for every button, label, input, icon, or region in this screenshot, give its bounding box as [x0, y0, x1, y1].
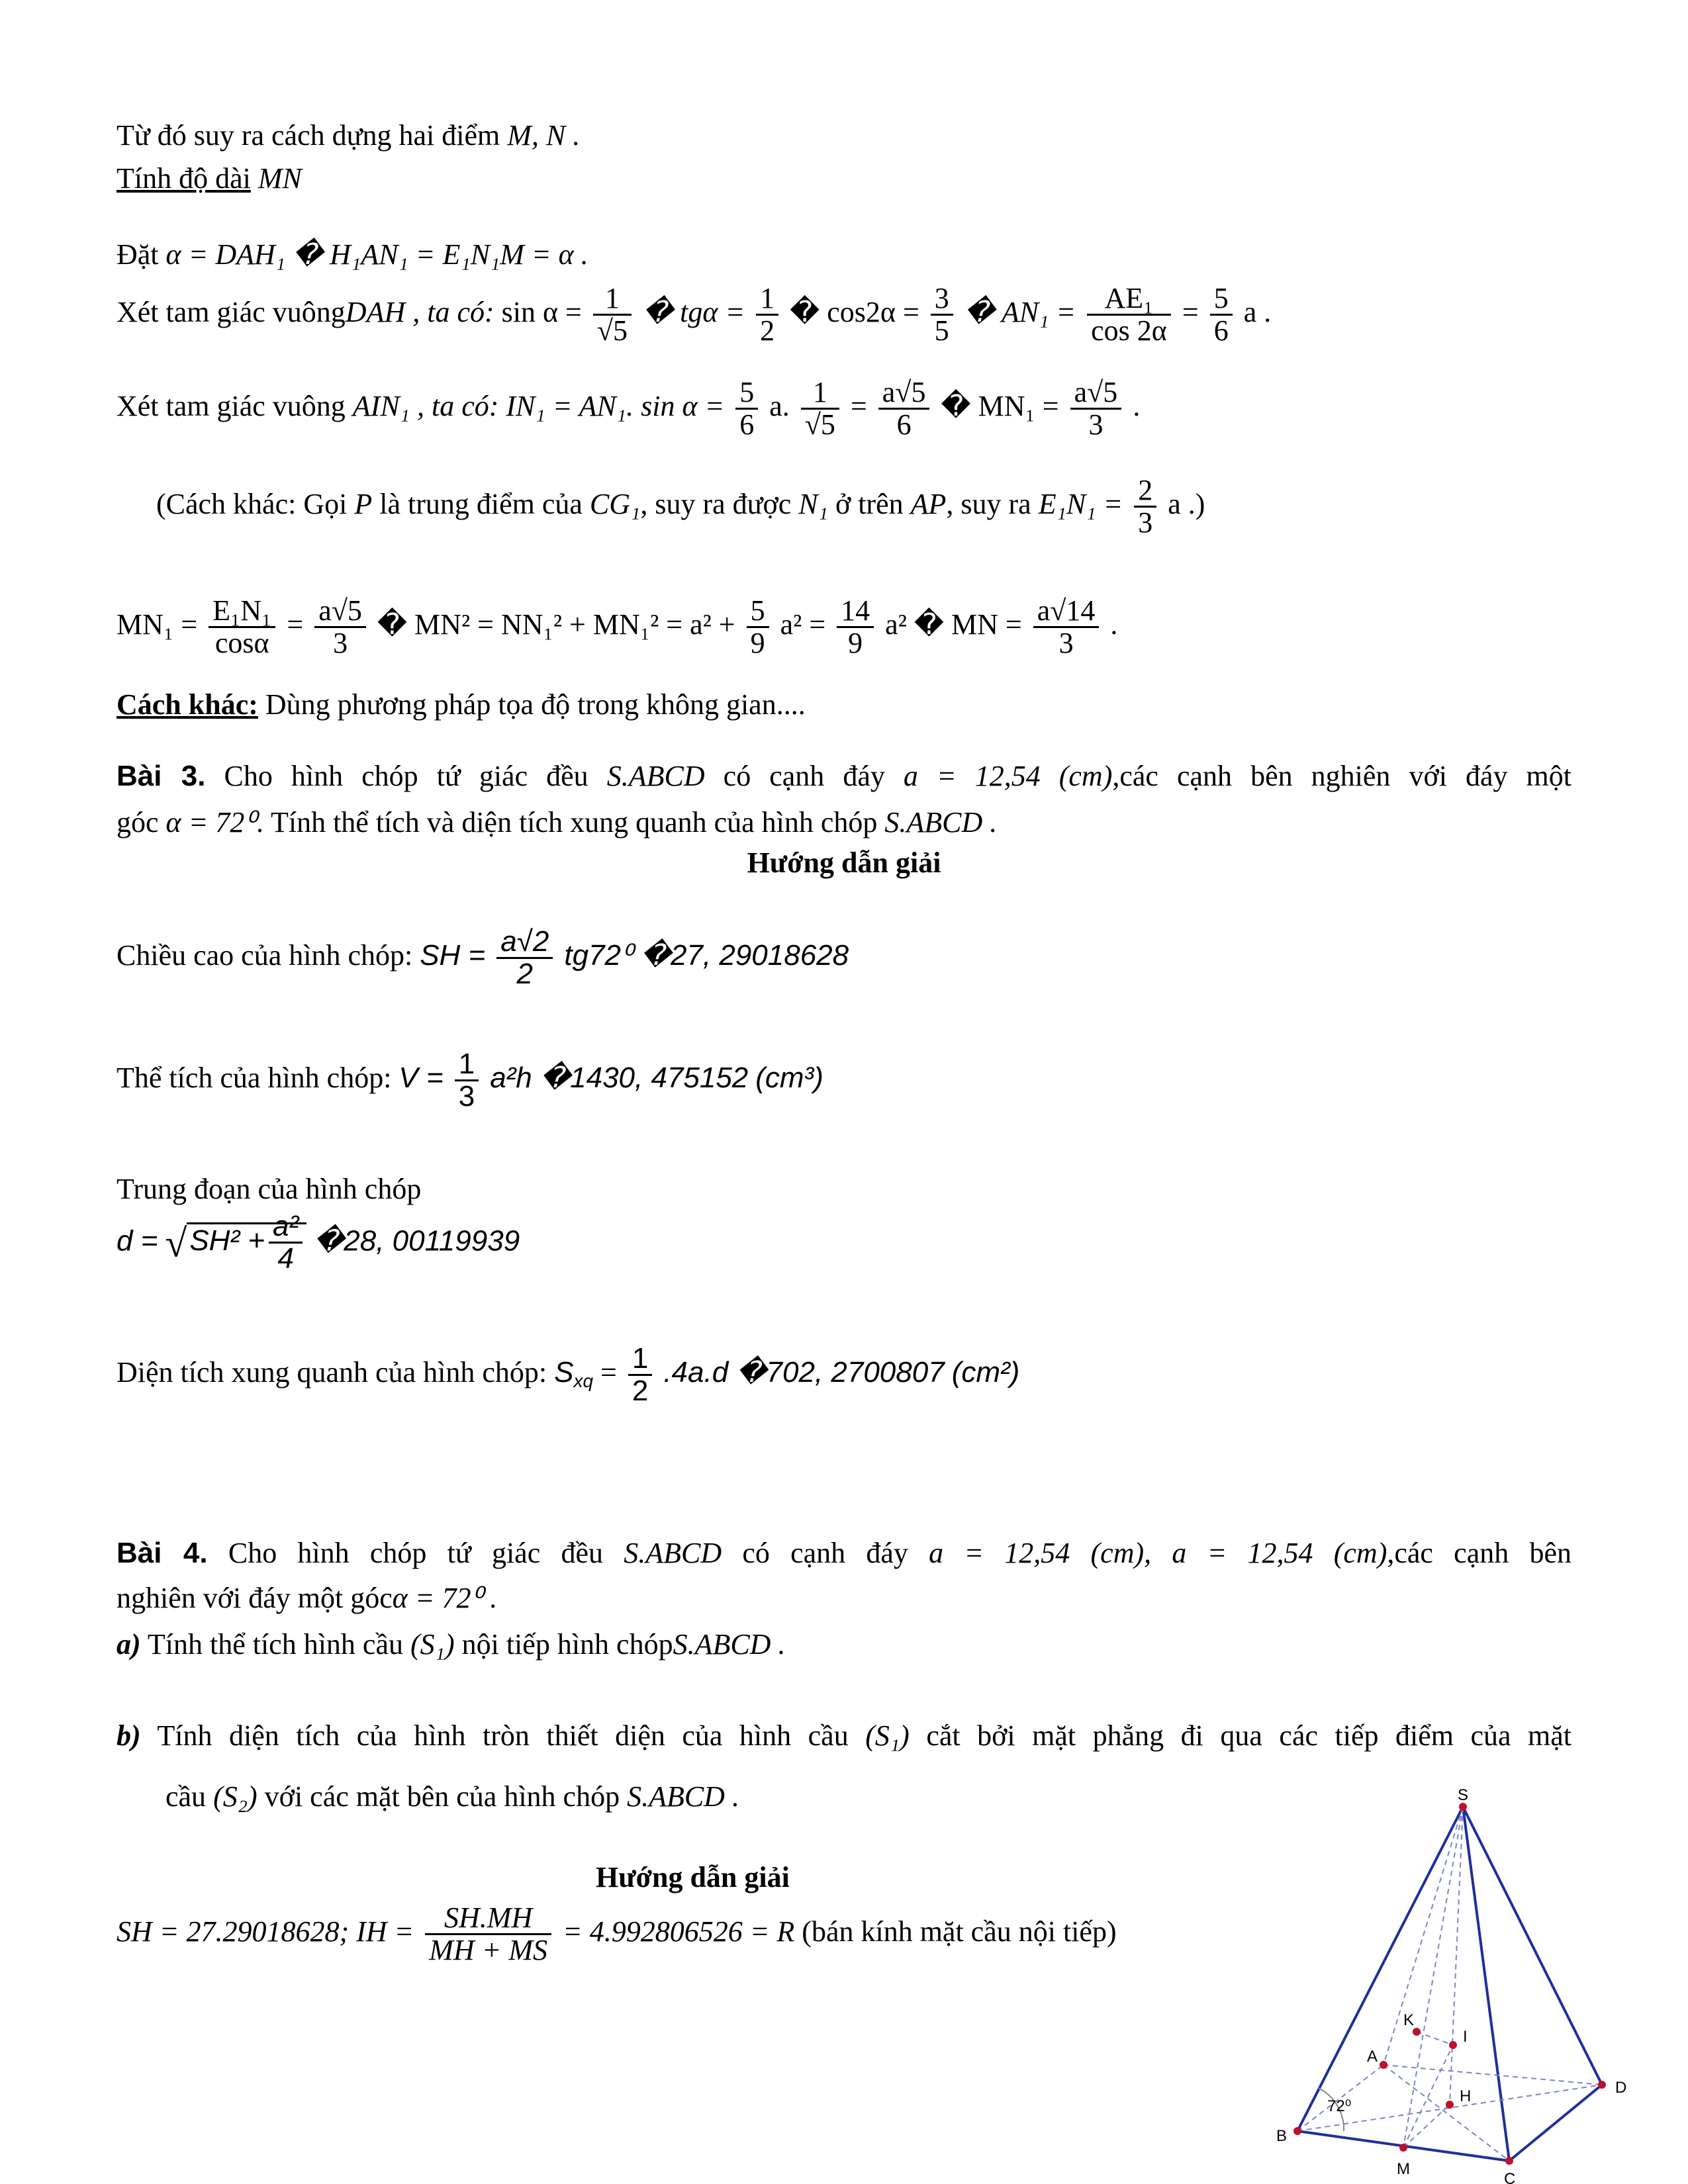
fraction [1134, 475, 1156, 538]
den: MH + MS [429, 1934, 548, 1967]
math: S.ABCD . [627, 1780, 739, 1813]
text: Xét tam giác vuông [117, 389, 346, 422]
den: 9 [848, 627, 863, 660]
den: 2 [516, 958, 534, 991]
num: a√5 [1070, 377, 1122, 410]
formula-line [117, 927, 849, 989]
math: MN₁ = [117, 608, 198, 641]
text: Từ đó suy ra cách dựng hai điểm [117, 119, 500, 152]
num: 14 [837, 596, 874, 628]
text: ở trên [835, 487, 904, 520]
text: Đặt [117, 238, 159, 271]
math: V = [399, 1061, 444, 1094]
math: P [354, 487, 373, 520]
question-b [117, 1719, 1571, 1753]
problem-title: Bài 4. [117, 1537, 208, 1569]
num: 5 [735, 377, 758, 410]
math: α = 72⁰ . [392, 1582, 498, 1614]
math: � AN₁ = [964, 295, 1076, 328]
label-C: C [1504, 2170, 1516, 2184]
den: 6 [1213, 314, 1229, 347]
den: 6 [739, 408, 755, 441]
point-D [1598, 2081, 1606, 2089]
fraction [209, 596, 275, 659]
den: cos 2α [1091, 314, 1167, 347]
den: 3 [1088, 408, 1103, 441]
den: 5 [934, 314, 949, 347]
text: Dùng phương pháp tọa độ trong không gian.... [265, 688, 806, 721]
apothem-SM [1403, 1807, 1463, 2148]
math: tg72⁰ �27, 29018628 [564, 938, 849, 972]
label-D: D [1615, 2079, 1627, 2097]
num: 1 [628, 1343, 652, 1376]
math: E₁N₁ = [1038, 487, 1123, 520]
math: CG₁ [589, 487, 641, 520]
math: S [554, 1355, 574, 1388]
math: (cm³) [755, 1061, 823, 1094]
problem-4-statement [117, 1537, 1571, 1570]
formula-line: MN₁ = $\frac{\text{E₁N₁}}{\cos\alpha}$ = $\frac{a√5}{3}$ � MN² = NN₁² + MN₁² = a² + $\frac{5}{9}$ a² = $\frac{14}{9}$ a² � MN = $\frac{a√14}{3}$ . [117, 594, 1118, 660]
edge-SB [1297, 1807, 1463, 2131]
math: SH² + [189, 1224, 265, 1257]
label: b) [117, 1719, 141, 1752]
num: a√2 [496, 927, 553, 959]
math: S.ABCD . [673, 1628, 786, 1661]
text-line [117, 688, 806, 722]
text: cắt bởi mặt phẳng đi qua các tiếp điểm của mặt [926, 1719, 1572, 1752]
fraction [931, 283, 953, 346]
math: AP [910, 487, 947, 520]
text: Thể tích của hình chóp: [117, 1061, 392, 1094]
fraction [1033, 596, 1100, 659]
point-I [1449, 2041, 1457, 2049]
den: √5 [804, 408, 835, 441]
fraction [628, 1343, 652, 1406]
math: = 4.992806526 = R [563, 1915, 795, 1948]
label-M: M [1397, 2160, 1410, 2178]
text: là trung điểm của [379, 487, 583, 520]
math: � MN₁ = [941, 389, 1059, 422]
point-B [1293, 2127, 1301, 2135]
text: . Tính thể tích và diện tích xung quanh của hình chóp [256, 806, 878, 839]
num: a² [269, 1211, 303, 1244]
math: α = 72⁰ [165, 806, 256, 839]
text: cầu [165, 1780, 207, 1813]
den: 2 [760, 314, 775, 347]
text-line [165, 1780, 739, 1814]
edge-CD [1509, 2085, 1602, 2161]
edge-SA [1383, 1807, 1463, 2065]
fraction [496, 927, 553, 989]
text: góc [117, 806, 159, 839]
label-S: S [1458, 1787, 1469, 1804]
math: MN [258, 162, 302, 195]
point-H [1446, 2101, 1454, 2109]
math: a = 12,54 (cm) [1172, 1537, 1387, 1569]
math: a .) [1168, 487, 1205, 520]
section-heading: Hướng dẫn giải [747, 846, 941, 879]
num: E₁N₁ [209, 596, 275, 628]
fraction [837, 596, 874, 659]
edge-SD [1463, 1807, 1602, 2085]
text: với các mặt bên của hình chóp [264, 1780, 620, 1813]
formula-line: Xét tam giác vuông AIN₁ , ta có: IN₁ = AN₁. sin α = $\frac{5}{6}$ a. $\frac{1}{√5}$ = $\frac{a√5}{6}$ � MN₁ = $\frac{a√5}{3}$ . [117, 376, 1141, 441]
fraction [747, 596, 769, 659]
den: 6 [896, 408, 912, 441]
math: � tgα = [643, 295, 745, 328]
formula-line [156, 475, 1205, 538]
text-line [117, 162, 302, 196]
fraction [801, 377, 839, 440]
point-C [1505, 2157, 1513, 2165]
pyramid-figure [1271, 1787, 1642, 2184]
fraction [455, 1049, 479, 1112]
subheading: Tính độ dài [117, 162, 251, 195]
math: (S₂) [213, 1780, 258, 1813]
math: � MN² = NN₁² + MN₁² = a² + [377, 608, 735, 641]
fraction [425, 1903, 551, 1966]
text: Cho hình chóp tứ giác đều [224, 760, 588, 792]
math: S.ABCD [606, 760, 705, 792]
math: a²h �1430, 475152 [490, 1061, 749, 1094]
point-A [1380, 2061, 1387, 2069]
den: 3 [1138, 506, 1153, 539]
text: ,các cạnh bên [1387, 1537, 1571, 1569]
num: 2 [1134, 475, 1156, 508]
math: S.ABCD . [884, 806, 998, 839]
formula-line: d = √SH² + $\frac{\text{a²}}{4}$ �28, 00119939 [117, 1210, 520, 1275]
fraction [756, 283, 778, 346]
label-angle: 72⁰ [1327, 2097, 1352, 2115]
math: a² = [780, 608, 826, 641]
den: cosα [214, 627, 269, 660]
label-B: B [1276, 2127, 1288, 2145]
label-I: I [1463, 2028, 1468, 2046]
math: = [600, 1355, 617, 1388]
num: 5 [747, 596, 769, 628]
fraction [1070, 377, 1122, 440]
den: 3 [458, 1080, 475, 1113]
math: � cos2α = [790, 295, 919, 328]
math: S.ABCD [624, 1537, 722, 1569]
text: có cạnh đáy [742, 1537, 908, 1569]
edge-SC [1463, 1807, 1509, 2161]
math: N₁ [798, 487, 828, 520]
math: AIN₁ , ta có: [352, 389, 499, 422]
text-line [117, 806, 997, 840]
math: (S₁) [410, 1628, 455, 1661]
math [554, 1355, 594, 1391]
math: IN₁ = AN₁. sin α = [506, 389, 725, 422]
text: nghiên với đáy một góc [117, 1582, 393, 1614]
math: �28, 00119939 [314, 1224, 520, 1257]
label-H: H [1460, 2087, 1472, 2105]
fraction [878, 377, 930, 440]
question-a [117, 1628, 785, 1662]
height-SH [1450, 1807, 1463, 2105]
den: √5 [596, 314, 628, 347]
math: SH = [420, 938, 486, 972]
den: 2 [632, 1375, 649, 1408]
text: nội tiếp hình chóp [461, 1628, 673, 1661]
point-M [1399, 2144, 1407, 2152]
section-heading: Hướng dẫn giải [596, 1861, 790, 1893]
text: (bán kính mặt cầu nội tiếp) [802, 1915, 1117, 1948]
label-A: A [1367, 2048, 1378, 2066]
math: a = 12,54 (cm) [903, 760, 1113, 792]
math: M, N . [507, 119, 581, 152]
math: DAH , ta có: [345, 295, 494, 328]
num: a√14 [1033, 596, 1100, 628]
subscript: xq [573, 1370, 594, 1391]
num: 1 [801, 377, 839, 410]
problem-3-statement [117, 760, 1571, 794]
seg-MI [1403, 2045, 1453, 2148]
math: a² � MN = [885, 608, 1022, 641]
den: 9 [750, 627, 765, 660]
formula-line: Xét tam giác vuôngDAH , ta có: sin α = $\frac{1}{√5}$ � tgα = $\frac{1}{2}$ � cos2α = $\frac{3}{5}$ � AN₁ = $\frac{\text{AE₁}}{\cos 2\alpha}$ = $\frac{5}{6}$ a . [117, 282, 1272, 347]
label: Cách khác: [117, 688, 258, 721]
fraction [593, 283, 632, 346]
num: 1 [593, 283, 632, 316]
math: (cm²) [951, 1355, 1020, 1388]
math: sin α = [501, 295, 582, 328]
math: d = [117, 1224, 158, 1257]
text: (Cách khác: Gọi [156, 487, 348, 520]
num: 1 [756, 283, 778, 316]
den: 3 [1058, 627, 1074, 660]
text-line [117, 1173, 421, 1206]
math: (S₁) [865, 1719, 910, 1752]
text: ,các cạnh bên nghiên với đáy một [1112, 760, 1572, 792]
text: Chiều cao của hình chóp: [117, 938, 413, 972]
num: a√5 [878, 377, 930, 410]
text: Trung đoạn của hình chóp [117, 1173, 422, 1205]
formula-line [117, 1343, 1019, 1406]
math: a. [769, 389, 790, 422]
radical [187, 1210, 306, 1275]
den: 4 [277, 1242, 294, 1275]
fraction [269, 1211, 303, 1274]
fraction [1087, 283, 1171, 346]
text-line [117, 1582, 497, 1615]
math: a = 12,54 (cm), [929, 1537, 1152, 1569]
text: Cho hình chóp tứ giác đều [228, 1537, 603, 1569]
text-line [117, 238, 588, 272]
text: Tính thể tích hình cầu [147, 1628, 403, 1661]
fraction [735, 377, 758, 440]
math: α = DAH₁ � H₁AN₁ = E₁N₁M = α . [165, 238, 588, 271]
text: , suy ra được [640, 487, 792, 520]
num: a√5 [314, 596, 366, 628]
math: SH = 27.29018628; IH = [117, 1915, 414, 1948]
text: Xét tam giác vuông [117, 295, 346, 328]
num: 5 [1210, 283, 1233, 316]
text: có cạnh đáy [723, 760, 885, 792]
den: 3 [333, 627, 348, 660]
formula-line [117, 1903, 1117, 1966]
formula-line [117, 1049, 823, 1112]
num: 1 [455, 1049, 479, 1081]
label: a) [117, 1628, 141, 1661]
fraction [314, 596, 366, 659]
label-K: K [1403, 2011, 1415, 2029]
fraction [1210, 283, 1233, 346]
num: 3 [931, 283, 953, 316]
num: AE₁ [1087, 283, 1171, 316]
num: SH.MH [425, 1903, 551, 1935]
math: .4a.d �702, 2700807 [663, 1355, 945, 1388]
text-line [117, 119, 580, 153]
math: a . [1243, 295, 1272, 328]
problem-title: Bài 3. [117, 760, 206, 792]
text: , suy ra [946, 487, 1031, 520]
text: Tính diện tích của hình tròn thiết diện của hình cầu [157, 1719, 849, 1752]
text: Diện tích xung quanh của hình chóp: [117, 1355, 547, 1388]
